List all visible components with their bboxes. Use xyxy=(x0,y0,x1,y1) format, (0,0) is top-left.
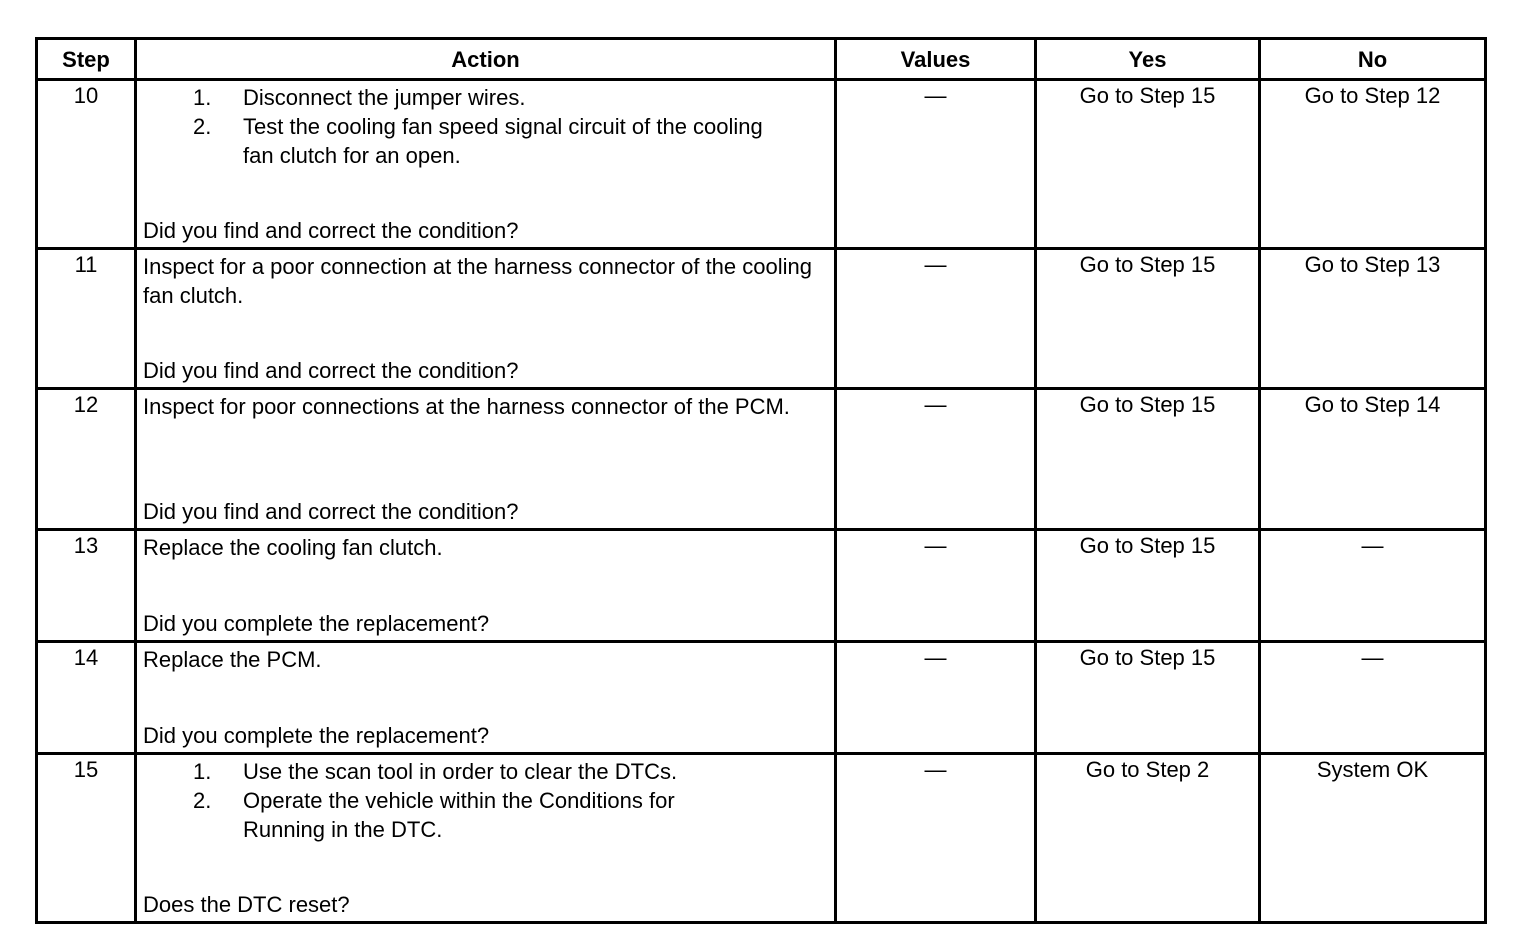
list-text: Disconnect the jumper wires. xyxy=(243,85,526,110)
header-values: Values xyxy=(836,39,1036,80)
diagnostic-table xyxy=(35,37,1487,924)
header-yes: Yes xyxy=(1036,39,1260,80)
action-cell xyxy=(136,80,836,249)
header-row xyxy=(37,39,1486,80)
question-text: Did you find and correct the condition? xyxy=(143,358,519,383)
list-text: Test the cooling fan speed signal circuit of the cooling fan clutch for an open. xyxy=(243,114,763,168)
no-cell: — xyxy=(1260,642,1486,754)
yes-cell: Go to Step 15 xyxy=(1036,80,1260,249)
question-text: Did you complete the replacement? xyxy=(143,611,490,636)
step-number: 12 xyxy=(37,389,136,530)
action-cell xyxy=(136,530,836,642)
step-number: 13 xyxy=(37,530,136,642)
table-row xyxy=(37,249,1486,389)
no-cell: Go to Step 12 xyxy=(1260,80,1486,249)
step-number: 15 xyxy=(37,754,136,923)
list-item xyxy=(143,757,828,786)
list-number: 2. xyxy=(193,114,212,139)
yes-cell: Go to Step 2 xyxy=(1036,754,1260,923)
step-number: 10 xyxy=(37,80,136,249)
instruction-text: Replace the PCM. xyxy=(143,647,322,672)
list-item xyxy=(143,786,828,844)
step-number: 14 xyxy=(37,642,136,754)
header-no: No xyxy=(1260,39,1486,80)
action-cell xyxy=(136,249,836,389)
no-cell: Go to Step 13 xyxy=(1260,249,1486,389)
no-cell: — xyxy=(1260,530,1486,642)
list-item xyxy=(143,83,828,112)
yes-cell: Go to Step 15 xyxy=(1036,249,1260,389)
instruction-text: Inspect for a poor connection at the harness connector of the cooling fan clutch. xyxy=(143,254,812,308)
table-row xyxy=(37,754,1486,923)
action-cell xyxy=(136,389,836,530)
question-text: Did you complete the replacement? xyxy=(143,723,490,748)
values-cell: — xyxy=(836,530,1036,642)
yes-cell: Go to Step 15 xyxy=(1036,389,1260,530)
values-cell: — xyxy=(836,249,1036,389)
action-cell xyxy=(136,754,836,923)
values-cell: — xyxy=(836,80,1036,249)
list-number: 1. xyxy=(193,759,212,784)
table-row xyxy=(37,389,1486,530)
step-number: 11 xyxy=(37,249,136,389)
list-item xyxy=(143,112,828,170)
question-text: Did you find and correct the condition? xyxy=(143,218,519,243)
instruction-text: Inspect for poor connections at the harness connector of the PCM. xyxy=(143,394,790,419)
values-cell: — xyxy=(836,754,1036,923)
values-cell: — xyxy=(836,642,1036,754)
question-text: Did you find and correct the condition? xyxy=(143,499,519,524)
table-row xyxy=(37,642,1486,754)
no-cell: System OK xyxy=(1260,754,1486,923)
yes-cell: Go to Step 15 xyxy=(1036,642,1260,754)
list-text: Operate the vehicle within the Conditions for Running in the DTC. xyxy=(243,788,675,842)
question-text: Does the DTC reset? xyxy=(143,892,350,917)
no-cell: Go to Step 14 xyxy=(1260,389,1486,530)
action-cell xyxy=(136,642,836,754)
list-text: Use the scan tool in order to clear the DTCs. xyxy=(243,759,678,784)
header-action: Action xyxy=(136,39,836,80)
table-row xyxy=(37,80,1486,249)
values-cell: — xyxy=(836,389,1036,530)
list-number: 1. xyxy=(193,85,212,110)
instruction-text: Replace the cooling fan clutch. xyxy=(143,535,443,560)
yes-cell: Go to Step 15 xyxy=(1036,530,1260,642)
header-step: Step xyxy=(37,39,136,80)
table-row xyxy=(37,530,1486,642)
list-number: 2. xyxy=(193,788,212,813)
